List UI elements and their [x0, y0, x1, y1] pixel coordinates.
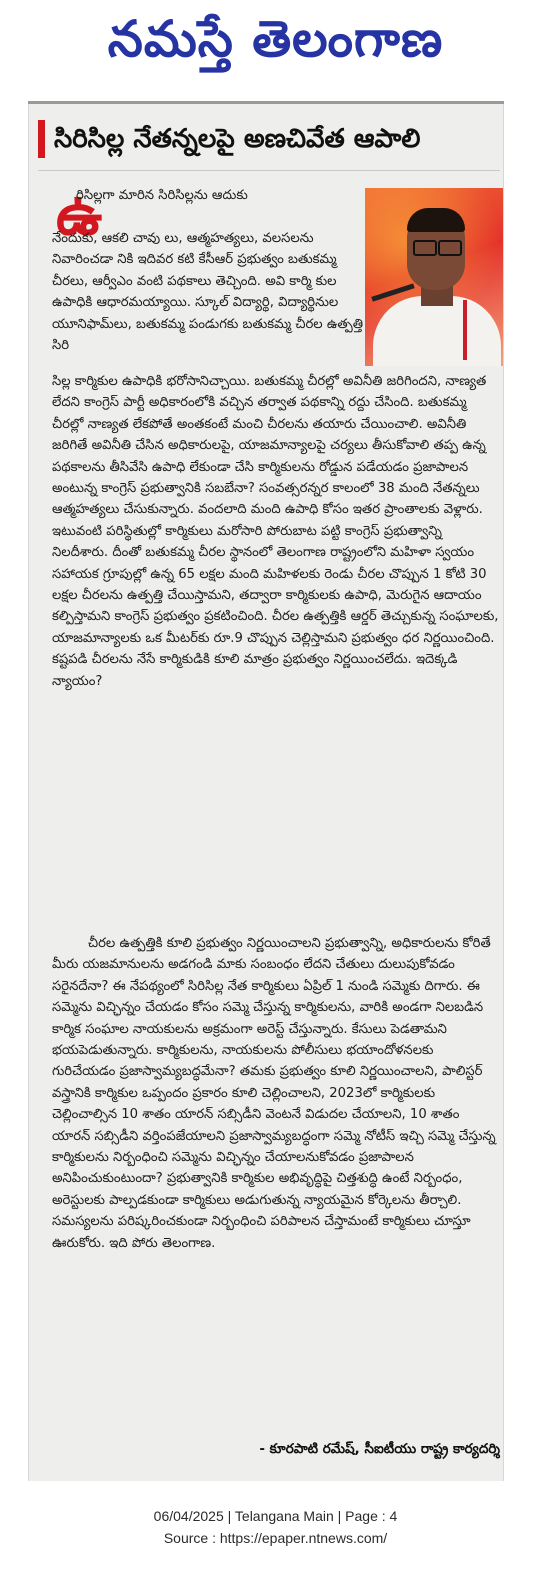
drop-cap: ఉ: [56, 180, 103, 248]
intro-first-line: రిసిల్లగా మారిన సిరిసిల్లను ఆదుకు: [76, 188, 248, 203]
headline-accent-bar: [38, 120, 45, 158]
glasses-icon: [413, 240, 437, 256]
footer-dateline: 06/04/2025 | Telangana Main | Page : 4: [153, 1508, 398, 1524]
body-paragraph-3: చీరల ఉత్పత్తికి కూలి ప్రభుత్వం నిర్ణయించాలని ప్రభుత్వాన్ని, అధికారులను కోరితే మీరు యజమానులను అడగండి మాకు సంబంధం లేదని చేతులు దులుపుకోవడం సరైనదేనా? ఈ నేపథ్యంలో సిరిసిల్ల నేత కార్మికులు ఏప్రిల్ 1 నుండి సమ్మెకు దిగారు. ఈ సమ్మెను విచ్ఛిన్నం చేయడం కోసం సమ్మె చేస్తున్న కార్మికులను, వారికి అండగా నిలబడిన కార్మిక సంఘాల నాయకులను అక్రమంగా అరెస్ట్ చేస్తున్నారు. కేసులు పెడతామని భయపెడుతున్నారు. కార్మికులను, నాయకులను పోలీసులు భయాందోళనలకు గురిచేయడం ప్రజాస్వామ్యబద్ధమేనా? తమకు ప్రభుత్వం కూలి నిర్ణయించాలని, పాలిస్టర్ వస్త్రానికి కార్మికుల ఒప్పందం ప్రకారం కూలి చెల్లించాలని, 2023లో కార్మికులకు చెల్లించాల్సిన 10 శాతం యారన్ సబ్సిడీని వెంటనే విడుదల చేయాలని, 10 శాతం యారన్ సబ్సిడీని వర్తింపజేయాలని ప్రజాస్వామ్యబద్ధంగా సమ్మె నోటీస్ ఇచ్చి సమ్మె చేస్తున్న కార్మికులను నిర్బంధించి సమ్మెను విచ్ఛిన్నం చేయాలనుకోవడం ప్రజాపాలన అనిపించుకుంటుందా? ప్రభుత్వానికి కార్మికుల అభివృద్ధిపై చిత్తశుద్ధి ఉంటే నిర్బంధం, అరెస్టులకు పాల్పడకుండా కార్మికులు అడుగుతున్న న్యాయమైన కోర్కెలను తీర్చాలి. సమస్యలను పరిష్కరించకుండా నిర్బంధించి పరిపాలన చేస్తామంటే కార్మికులు చూస్తూ ఊరుకోరు. ఇది పోరు తెలంగాణ.: [52, 936, 496, 1251]
author-signature: - కూరపాటి రమేష్, సీఐటీయు రాష్ట్ర కార్యదర్శి: [259, 1441, 500, 1457]
headline-text: సిరిసిల్ల నేతన్నలపై అణచివేత ఆపాలి: [54, 124, 421, 154]
article-headline: [38, 116, 500, 162]
body-paragraph-2: సిల్ల కార్మికుల ఉపాధికి భరోసానిచ్చాయి. బతుకమ్మ చీరల్లో అవినీతి జరిగిందని, నాణ్యత లేదని కాంగ్రెస్ పార్టీ అధికారంలోకి వచ్చిన తర్వాత పథకాన్ని రద్దు చేసింది. బతుకమ్మ చీరల్లో నాణ్యత లేకపోతే అంతకంటే మంచి చీరలను తయారు చేయించాలి. అవినీతి జరిగితే అవినీతి చేసిన అధికారులపై, యాజమాన్యాలపై చర్యలు తీసుకోవాలి తప్ప ఉన్న పథకాలను తీసివేసి ఉపాధి లేకుండా చేసి కార్మికులను రోడ్డున పడేయడం ప్రజాపాలన అంటున్న కాంగ్రెస్ ప్రభుత్వానికి సబబేనా? సంవత్సరన్నర కాలంలో 38 మంది నేతన్నలు ఆత్మహత్యలు చేసుకున్నారు. వందలాది మంది ఉపాధి కోసం ఇతర ప్రాంతాలకు వెళ్లారు. ఇటువంటి పరిస్థితుల్లో కార్మికులు మరోసారి పోరుబాట పట్టి కాంగ్రెస్ ప్రభుత్వాన్ని నిలదీశారు. దీంతో బతుకమ్మ చీరల స్థానంలో తెలంగాణ రాష్ట్రంలోని మహిళా స్వయం సహాయక గ్రూపుల్లో ఉన్న 65 లక్షల మంది మహిళలకు రెండు చీరల చొప్పున 1 కోటి 30 లక్షల చీరలను ఉత్పత్తి చేయిస్తామని, తద్వారా కార్మికులకు ఉపాధి, మెరుగైన ఆదాయం కల్పిస్తామని కాంగ్రెస్ ప్రభుత్వం ప్రకటించింది. చీరల ఉత్పత్తికి ఆర్డర్ తెచ్చుకున్న సంఘాలకు, యాజమాన్యాలకు ఒక మీటర్‌కు రూ.9 చొప్పున చెల్లిస్తామని ప్రభుత్వం ధర నిర్ణయించింది. కష్టపడి చీరలను నేసే కార్మికుడికి కూలి మాత్రం ప్రభుత్వం నిర్ణయించలేదు. ఇదెక్కడి న్యాయం?: [52, 374, 499, 689]
masthead: [0, 0, 551, 80]
intro-paragraph: నేందుకు, ఆకలి చావు లు, ఆత్మహత్యలు, వలసలను నివారించడా నికి ఇదివర కటి కేసీఆర్ ప్రభుత్వం బతుకమ్మ చీరలు, ఆర్వీఎం వంటి పథకాలు తెచ్చింది. అవి కార్మి కుల ఉపాధికి ఆధారమయ్యాయి. స్కూల్ విద్యార్థి, విద్యార్థినుల యూనిఫామ్‌లు, బతుకమ్మ పండుగకు బతుకమ్మ చీరల ఉత్పత్తి సిరి: [52, 231, 364, 354]
headline-divider: [38, 170, 500, 171]
masthead-title: నమస్తే తెలంగాణ: [107, 9, 444, 68]
author-photo: [365, 188, 503, 366]
footer-source: Source : https://epaper.ntnews.com/: [163, 1530, 388, 1546]
